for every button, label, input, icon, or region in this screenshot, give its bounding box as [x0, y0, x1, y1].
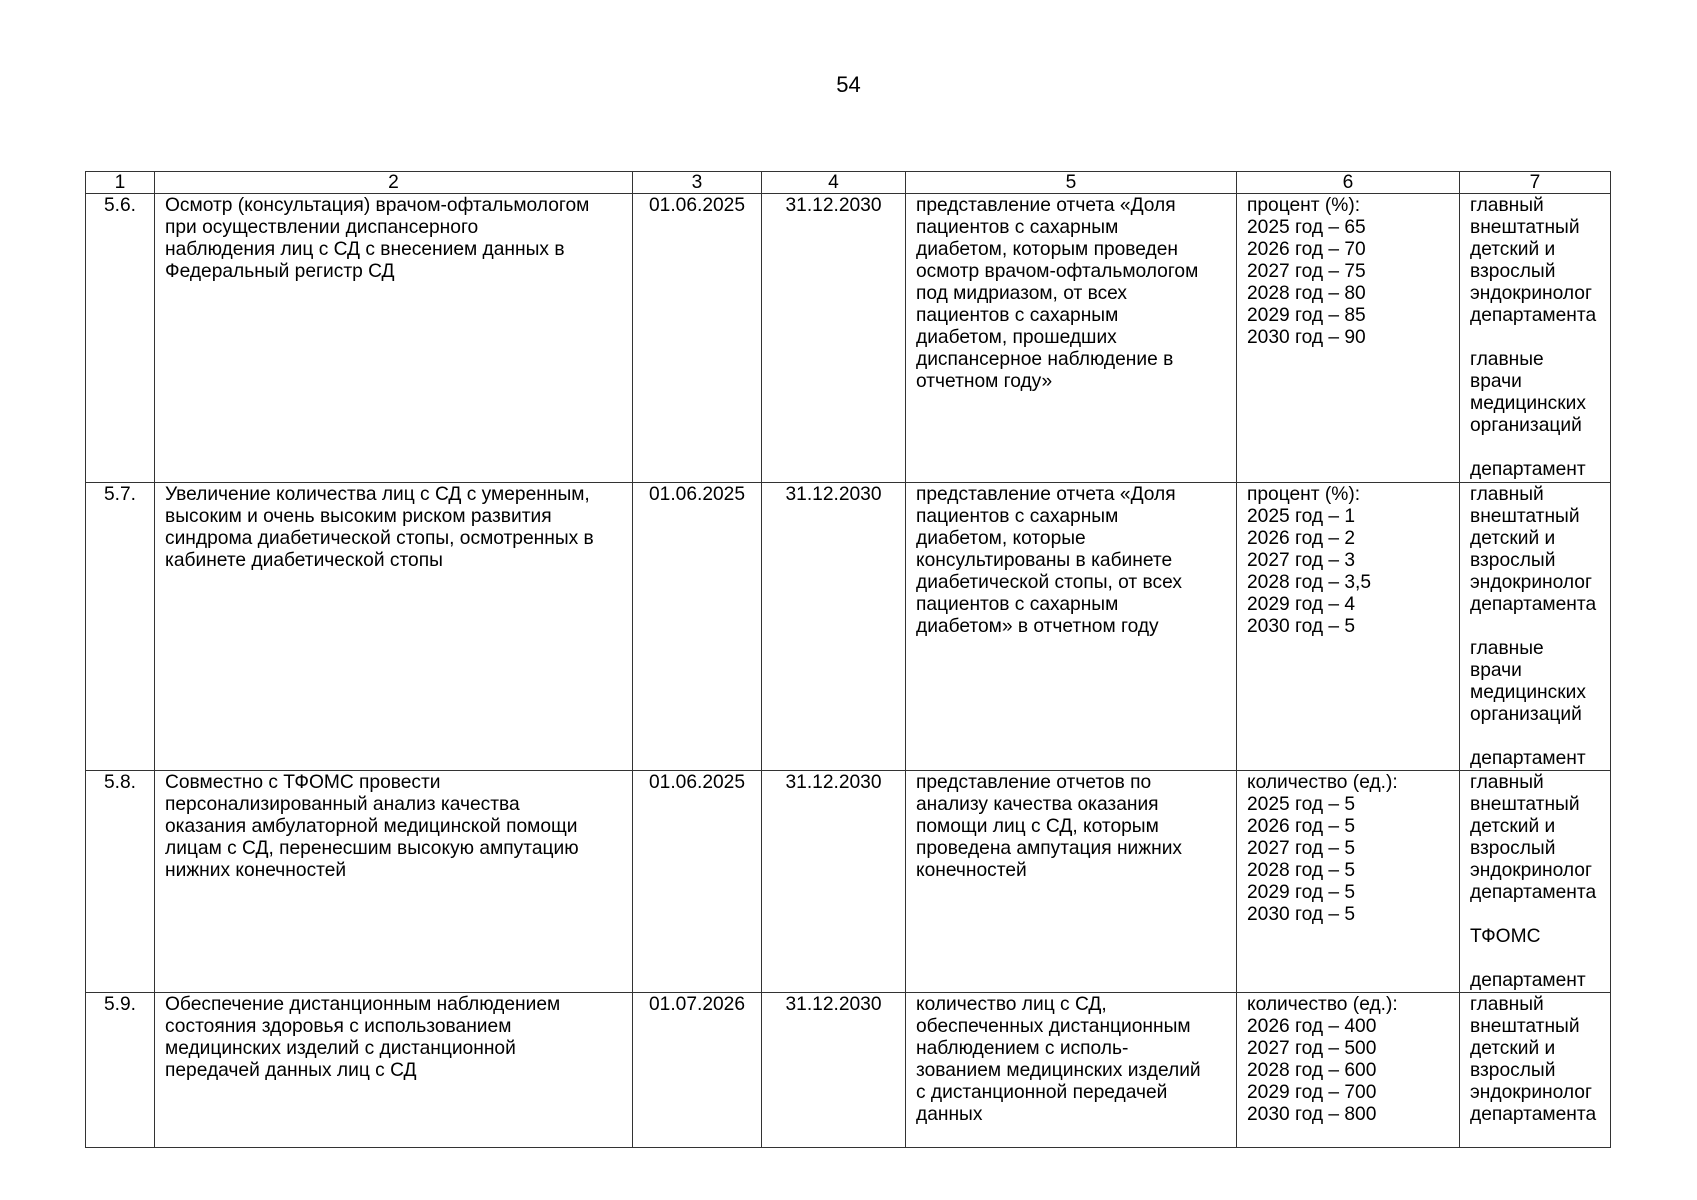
header-cell: 7: [1460, 172, 1611, 194]
indicator-cell: количество (ед.): 2026 год – 400 2027 год – 500 2028 год – 600 2029 год – 700 2030 год – 800: [1237, 993, 1460, 1148]
action-cell: Обеспечение дистанционным наблюдением состояния здоровья с использованием медицинских изделий с дистанционной передачей данных лиц с СД: [155, 993, 633, 1148]
responsible-cell: главный внештатный детский и взрослый эндокринолог департамента: [1460, 993, 1611, 1148]
indicator-cell: количество (ед.): 2025 год – 5 2026 год – 5 2027 год – 5 2028 год – 5 2029 год – 5 2030 год – 5: [1237, 771, 1460, 993]
page-number: 54: [836, 72, 861, 97]
row-number: 5.9.: [86, 993, 155, 1148]
row-number: 5.7.: [86, 483, 155, 771]
table-row: [86, 483, 1611, 771]
header-cell: 3: [633, 172, 762, 194]
indicator-cell: процент (%): 2025 год – 65 2026 год – 70 2027 год – 75 2028 год – 80 2029 год – 85 2030 год – 90: [1237, 194, 1460, 483]
header-cell: 5: [906, 172, 1237, 194]
indicator-cell: процент (%): 2025 год – 1 2026 год – 2 2027 год – 3 2028 год – 3,5 2029 год – 4 2030 год – 5: [1237, 483, 1460, 771]
end-date: 31.12.2030: [762, 483, 906, 771]
end-date: 31.12.2030: [762, 771, 906, 993]
result-cell: представление отчета «Доля пациентов с сахарным диабетом, которые консультированы в кабинете диабетической стопы, от всех пациентов с сахарным диабетом» в отчетном году: [906, 483, 1237, 771]
start-date: 01.07.2026: [633, 993, 762, 1148]
header-cell: 4: [762, 172, 906, 194]
header-cell: 1: [86, 172, 155, 194]
responsible-cell: главный внештатный детский и взрослый эндокринолог департамента ТФОМС департамент: [1460, 771, 1611, 993]
action-cell: Увеличение количества лиц с СД с умеренным, высоким и очень высоким риском развития синдрома диабетической стопы, осмотренных в кабинете диабетической стопы: [155, 483, 633, 771]
action-cell: Совместно с ТФОМС провести персонализированный анализ качества оказания амбулаторной медицинской помощи лицам с СД, перенесшим высокую ампутацию нижних конечностей: [155, 771, 633, 993]
result-cell: представление отчетов по анализу качества оказания помощи лиц с СД, которым проведена ампутация нижних конечностей: [906, 771, 1237, 993]
header-cell: 2: [155, 172, 633, 194]
responsible-cell: главный внештатный детский и взрослый эндокринолог департамента главные врачи медицинских организаций департамент: [1460, 483, 1611, 771]
start-date: 01.06.2025: [633, 194, 762, 483]
table-row: [86, 194, 1611, 483]
start-date: 01.06.2025: [633, 483, 762, 771]
start-date: 01.06.2025: [633, 771, 762, 993]
row-number: 5.8.: [86, 771, 155, 993]
plan-table-body: [86, 172, 1611, 1148]
end-date: 31.12.2030: [762, 194, 906, 483]
action-cell: Осмотр (консультация) врачом-офтальмологом при осуществлении диспансерного наблюдения лиц с СД с внесением данных в Федеральный регистр СД: [155, 194, 633, 483]
table-row: [86, 993, 1611, 1148]
plan-table: [85, 171, 1611, 1148]
end-date: 31.12.2030: [762, 993, 906, 1148]
table-row: [86, 771, 1611, 993]
result-cell: количество лиц с СД, обеспеченных дистанционным наблюдением с исполь- зованием медицинских изделий с дистанционной передачей данных: [906, 993, 1237, 1148]
result-cell: представление отчета «Доля пациентов с сахарным диабетом, которым проведен осмотр врачом-офтальмологом под мидриазом, от всех пациентов с сахарным диабетом, прошедших диспансерное наблюдение в отчетном году»: [906, 194, 1237, 483]
header-cell: 6: [1237, 172, 1460, 194]
responsible-cell: главный внештатный детский и взрослый эндокринолог департамента главные врачи медицинских организаций департамент: [1460, 194, 1611, 483]
header-row: [86, 172, 1611, 194]
row-number: 5.6.: [86, 194, 155, 483]
